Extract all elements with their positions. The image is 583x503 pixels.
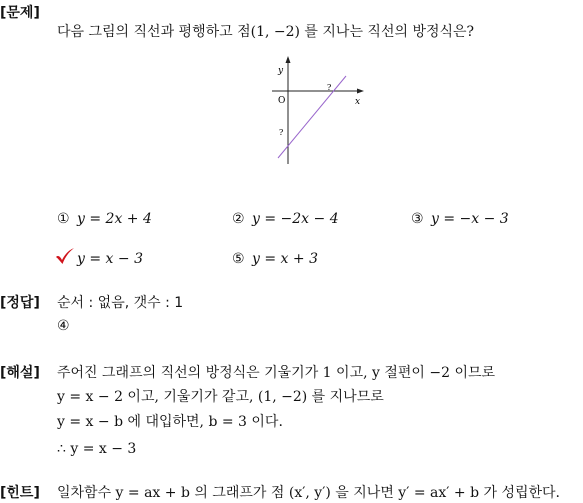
choice-2[interactable] xyxy=(232,210,339,228)
solution-line-4: ∴ y = x − 3 xyxy=(57,441,137,457)
answer-line-1: 순서 : 없음, 갯수 : 1 xyxy=(57,295,184,311)
hint-text: 일차함수 y = ax + b 의 그래프가 점 (x′, y′) 을 지나면 y′ = ax′ + b 가 성립한다. xyxy=(57,485,561,501)
choice-marker: ② xyxy=(232,211,245,227)
problem-label: [문제] xyxy=(0,5,40,21)
choice-text: y = −x − 3 xyxy=(431,211,509,227)
y-axis-label: y xyxy=(278,66,284,76)
choice-text: y = 2x + 4 xyxy=(77,211,152,227)
hint-label: [힌트] xyxy=(0,485,40,501)
x-intercept-label: ? xyxy=(327,83,332,92)
origin-label: O xyxy=(278,96,286,106)
choice-text: y = x + 3 xyxy=(252,251,318,267)
choice-marker: ③ xyxy=(411,211,424,227)
x-axis-label: x xyxy=(355,97,361,107)
choice-5[interactable] xyxy=(232,250,318,268)
question-text: 다음 그림의 직선과 평행하고 점(1, −2) 를 지나는 직선의 방정식은? xyxy=(57,24,475,40)
solution-line-2: y = x − 2 이고, 기울기가 같고, (1, −2) 를 지나므로 xyxy=(57,389,384,405)
solution-line-1: 주어진 그래프의 직선의 방정식은 기울기가 1 이고, y 절편이 −2 이므로 xyxy=(57,365,496,381)
y-axis-arrow xyxy=(286,56,291,63)
solution-line-3: y = x − b 에 대입하면, b = 3 이다. xyxy=(57,414,283,430)
line-graph xyxy=(266,52,372,168)
choice-1[interactable] xyxy=(57,210,152,228)
choice-text: y = x − 3 xyxy=(77,251,143,267)
solution-label: [해설] xyxy=(0,365,40,381)
x-axis-arrow xyxy=(357,89,364,94)
check-icon xyxy=(54,246,76,266)
choice-marker: ⑤ xyxy=(232,251,245,267)
choice-text: y = −2x − 4 xyxy=(252,211,339,227)
choice-3[interactable] xyxy=(411,210,509,228)
y-intercept-label: ? xyxy=(279,128,284,137)
choice-4[interactable] xyxy=(77,250,143,268)
choice-marker: ① xyxy=(57,211,70,227)
answer-line-2: ④ xyxy=(57,318,70,334)
answer-label: [정답] xyxy=(0,295,40,311)
